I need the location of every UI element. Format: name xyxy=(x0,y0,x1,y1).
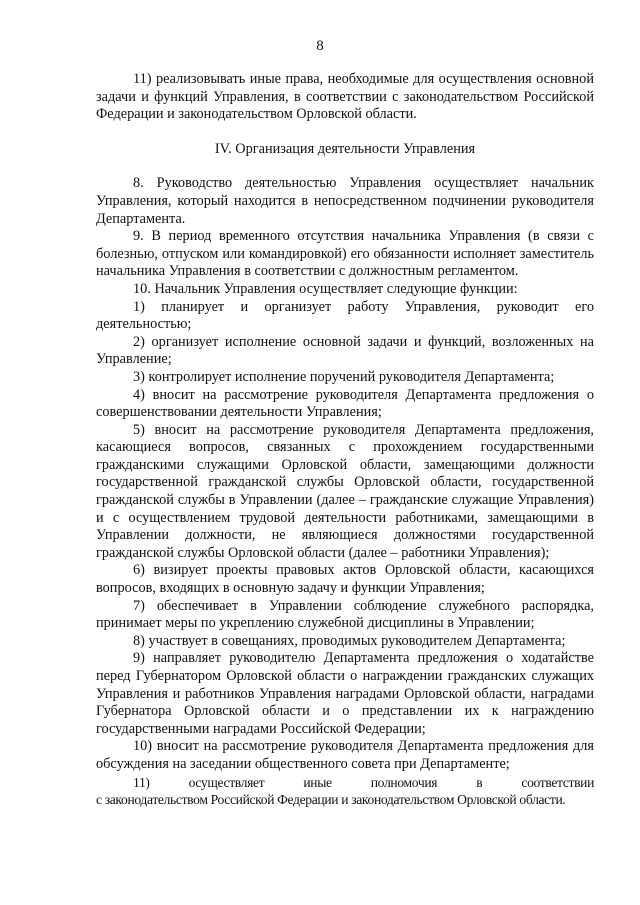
function-item: 8) участвует в совещаниях, проводимых руководителем Департамента; xyxy=(133,632,566,649)
document-body xyxy=(96,71,594,809)
function-item: 10) вносит на рассмотрение руководителя Департамента предложения для обсуждения на заседании общественного совета при Департаменте; xyxy=(96,738,594,772)
function-item-11-line2: с законодательством Российской Федерации и законодательством Орловской области. xyxy=(96,792,566,808)
page-number: 8 xyxy=(316,38,324,54)
function-item: 3) контролирует исполнение поручений руководителя Департамента; xyxy=(133,368,555,385)
section-heading: IV. Организация деятельности Управления xyxy=(214,140,476,157)
function-item: 7) обеспечивает в Управлении соблюдение служебного распорядка, принимает меры по укреплению служебной дисциплины в Управлении; xyxy=(96,597,594,632)
paragraph-10: 10. Начальник Управления осуществляет следующие функции: xyxy=(133,280,518,297)
function-item: 5) вносит на рассмотрение руководителя Департамента предложения, касающиеся вопросов, связанных с прохождением государственными гражданскими служащими Орловской области, замещающими должности государственной гражданской службы Орловской области, государственной гражданской службы в Управлении (далее – гражданские служащие Управления) и с осуществлением трудовой деятельности работниками, замещающими в Управлении должности, не являющиеся должностями государственной гражданской службы Орловской области (далее – работники Управления); xyxy=(96,421,594,561)
function-item: 4) вносит на рассмотрение руководителя Департамента предложения о совершенствовании деятельности Управления; xyxy=(96,386,594,421)
paragraph-8: 8. Руководство деятельностью Управления осуществляет начальник Управления, который находится в непосредственном подчинении руководителя Департамента. xyxy=(96,175,594,227)
paragraph-9: 9. В период временного отсутствия начальника Управления (в связи с болезнью, отпуском или командировкой) его обязанности исполняет заместитель начальника Управления в соответствии с должностным регламентом. xyxy=(96,228,594,280)
function-item: 9) направляет руководителю Департамента предложения о ходатайстве перед Губернатором Орловской области о награждении гражданских служащих Управления и работников Управления наградами Орловской области, наградами Губернатора Орловской области и о представлении их к награждению государственными наградами Российской Федерации; xyxy=(96,650,594,737)
function-item: 6) визирует проекты правовых актов Орловской области, касающихся вопросов, входящих в основную задачу и функции Управления; xyxy=(96,562,594,597)
function-item: 1) планирует и организует работу Управления, руководит его деятельностью; xyxy=(96,298,594,333)
paragraph-11-rights: 11) реализовывать иные права, необходимые для осуществления основной задачи и функций Управления, в соответствии с законодательством Российской Федерации и законодательством Орловской области. xyxy=(96,71,594,123)
function-item: 2) организует исполнение основной задачи и функций, возложенных на Управление; xyxy=(96,333,594,368)
function-item-11-line1: 11) осуществляет иные полномочия в соответствии xyxy=(133,774,594,790)
